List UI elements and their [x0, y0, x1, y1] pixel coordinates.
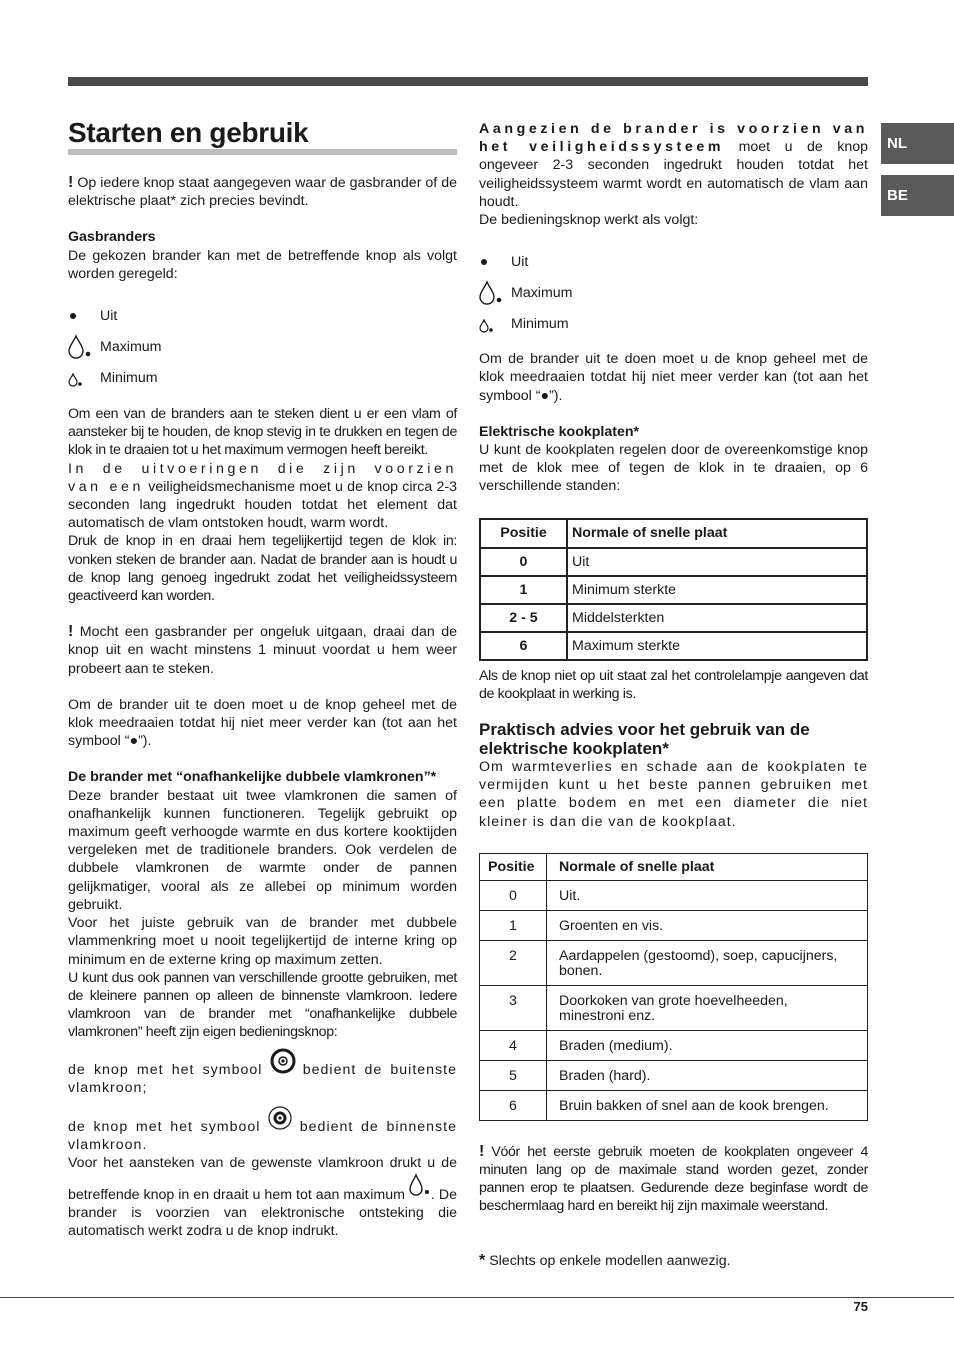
table-row: 2 - 5 Middelsterkten: [480, 604, 867, 632]
gas-text: De gekozen brander kan met de betreffende knop als volgt worden geregeld:: [68, 247, 457, 282]
off-dot-icon: [479, 247, 507, 278]
header-rule: [68, 77, 868, 86]
page-title: Starten en gebruik: [68, 116, 457, 155]
outer-ring-icon: [270, 1048, 296, 1079]
electric-text: U kunt de kookplaten regelen door de overeenkomstige knop met de klok mee of tegen de klok in te draaien, op 6 verschillende standen:: [479, 442, 868, 495]
double-paragraph-1: Deze brander bestaat uit twee vlamkronen die samen of onafhankelijk kunnen functioneren. Tegelijk gebruikt op maximum geeft verhoogde warmte en dus kortere kooktijden vergeleken met de traditionele branders. Ook verdelen de dubbele vlamkronen de warmte onder de pannen gelijkmatiger, vooral als ze allebei op minimum worden gebruikt.: [68, 787, 457, 913]
table-row: 5 Braden (hard).: [480, 1060, 868, 1090]
double-paragraph-3: U kunt dus ook pannen van verschillende grootte gebruiken, met de kleinere pannen op alleen de binnenste vlamkroon. Iedere vlamkroon van de brander met “onafhankelijke dubbele vlamkronen” heeft zijn eigen bedieningsknop:: [68, 969, 457, 1041]
position-table: [479, 518, 868, 661]
advice-heading: Praktisch advies voor het gebruik van de elektrische kookplaten*: [479, 720, 810, 759]
table-row: 1 Groenten en vis.: [480, 910, 868, 940]
gas-heading: Gasbranders: [68, 229, 156, 246]
footnote: * Slechts op enkele modellen aanwezig.: [479, 1251, 731, 1269]
off-dot-icon: [68, 301, 96, 332]
ignite-paragraph-1: Om een van de branders aan te steken dient u er een vlam of aansteker bij te houden, de knop stevig in te drukken en tegen de klok in te draaien tot u het maximum vermogen heeft bereikt.: [68, 406, 457, 459]
inner-ring-paragraph: de knop met het symbool bedient de binnenste vlamkroon.: [68, 1105, 457, 1154]
advice-paragraph: Om warmteverlies en schade aan de kookplaten te vermijden kunt u het beste pannen gebruiken met een platte bodem en met een diameter die niet kleiner is dan die van de kookplaat.: [479, 759, 868, 830]
large-flame-icon: [479, 278, 507, 309]
setting-maximum: Maximum: [479, 278, 868, 309]
right-column: [479, 120, 868, 1270]
gas-settings-list: [68, 301, 457, 394]
intro-paragraph: ! Op iedere knop staat aangegeven waar de gasbrander of de elektrische plaat* zich precies bevindt.: [68, 174, 457, 210]
max-flame-icon: [409, 1173, 431, 1204]
language-tab-nl: NL: [881, 123, 954, 164]
table-header-row: Positie Normale of snelle plaat: [480, 853, 868, 880]
works-paragraph: De bedieningsknop werkt als volgt:: [479, 212, 699, 229]
light-paragraph: Voor het aansteken van de gewenste vlamkroon drukt u de betreffende knop in en draait u hem tot aan maximum . De brander is voorzien van elektronische ontsteking die automatisch werkt zodra u de knop indrukt.: [68, 1155, 457, 1239]
outer-ring-paragraph: de knop met het symbool bedient de buitenste vlamkroon;: [68, 1048, 457, 1097]
setting-minimum: Minimum: [479, 309, 868, 340]
setting-minimum: Minimum: [68, 363, 457, 394]
table-row: 6 Maximum sterkte: [480, 632, 867, 660]
table-header-row: Positie Normale of snelle plaat: [480, 519, 867, 548]
warning-paragraph: ! Mocht een gasbrander per ongeluk uitgaan, draai dan de knop uit en wacht minstens 1 minuut voordat u hem weer probeert aan te steken.: [68, 623, 457, 677]
first-use-paragraph: ! Vóór het eerste gebruik moeten de kookplaten ongeveer 4 minuten lang op de maximale stand worden gezet, zonder pannen erop te plaatsen. Gedurende deze beginfase wordt de beschermlaag hard en bereikt hij zijn maximale weerstand.: [479, 1142, 869, 1215]
large-flame-icon: [68, 332, 96, 363]
table-row: 1 Minimum sterkte: [480, 576, 867, 604]
setting-off: Uit: [68, 301, 457, 332]
small-flame-icon: [68, 363, 96, 394]
cooking-table: [479, 853, 868, 1121]
ignite-paragraph-3: Druk de knop in en draai hem tegelijkertijd tegen de klok in: vonken steken de brander aan. Nadat de brander aan is houdt u de knop lang genoeg ingedrukt zodat het veiligheidssysteem geactiveerd kan worden.: [68, 533, 457, 605]
table-row: 0 Uit: [480, 548, 867, 576]
table-row: 6 Bruin bakken of snel aan de kook brengen.: [480, 1090, 868, 1120]
table-row: 2 Aardappelen (gestoomd), soep, capucijners, bonen.: [480, 940, 868, 985]
page-number: 75: [853, 1299, 868, 1314]
table-row: 3 Doorkoken van grote hoevelheeden, minestroni enz.: [480, 985, 868, 1030]
ignite-paragraph-2: In de uitvoeringen die zijn voorzien van een veiligheidsmechanisme moet u de knop circa 2-3 seconden lang ingedrukt houden totdat het element dat automatisch de vlam ontstoken houdt, warm wordt.: [68, 460, 457, 532]
small-flame-icon: [479, 309, 507, 340]
table-row: 0 Uit.: [480, 880, 868, 910]
double-paragraph-2: Voor het juiste gebruik van de brander met dubbele vlammenkring moet u nooit tegelijkertijd de interne kring op minimum en de externe kring op maximum zetten.: [68, 915, 457, 968]
table-row: 4 Braden (medium).: [480, 1030, 868, 1060]
language-tab-be: BE: [881, 175, 954, 216]
off-paragraph: Om de brander uit te doen moet u de knop geheel met de klok meedraaien totdat hij niet meer verder kan (tot aan het symbool “●”).: [479, 351, 868, 404]
inner-ring-icon: [267, 1105, 293, 1136]
left-column: [68, 116, 457, 1240]
footer-rule: [0, 1297, 954, 1298]
safety-paragraph: Aangezien de brander is voorzien van het veiligheidssysteem moet u de knop ongeveer 2-3 seconden ingedrukt houden totdat het veiligheidssysteem warmt wordt en automatisch de vlam aan houdt.: [479, 121, 868, 210]
setting-maximum: Maximum: [68, 332, 457, 363]
setting-off: Uit: [479, 247, 868, 278]
electric-heading: Elektrische kookplaten*: [479, 423, 640, 440]
double-burner-heading: De brander met “onafhankelijke dubbele vlamkronen”*: [68, 769, 437, 786]
right-settings-list: [479, 247, 868, 340]
lamp-paragraph: Als de knop niet op uit staat zal het controlelampje aangeven dat de kookplaat in werking is.: [479, 667, 868, 702]
off-paragraph: Om de brander uit te doen moet u de knop geheel met de klok meedraaien totdat hij niet meer verder kan (tot aan het symbool “●”).: [68, 696, 457, 750]
